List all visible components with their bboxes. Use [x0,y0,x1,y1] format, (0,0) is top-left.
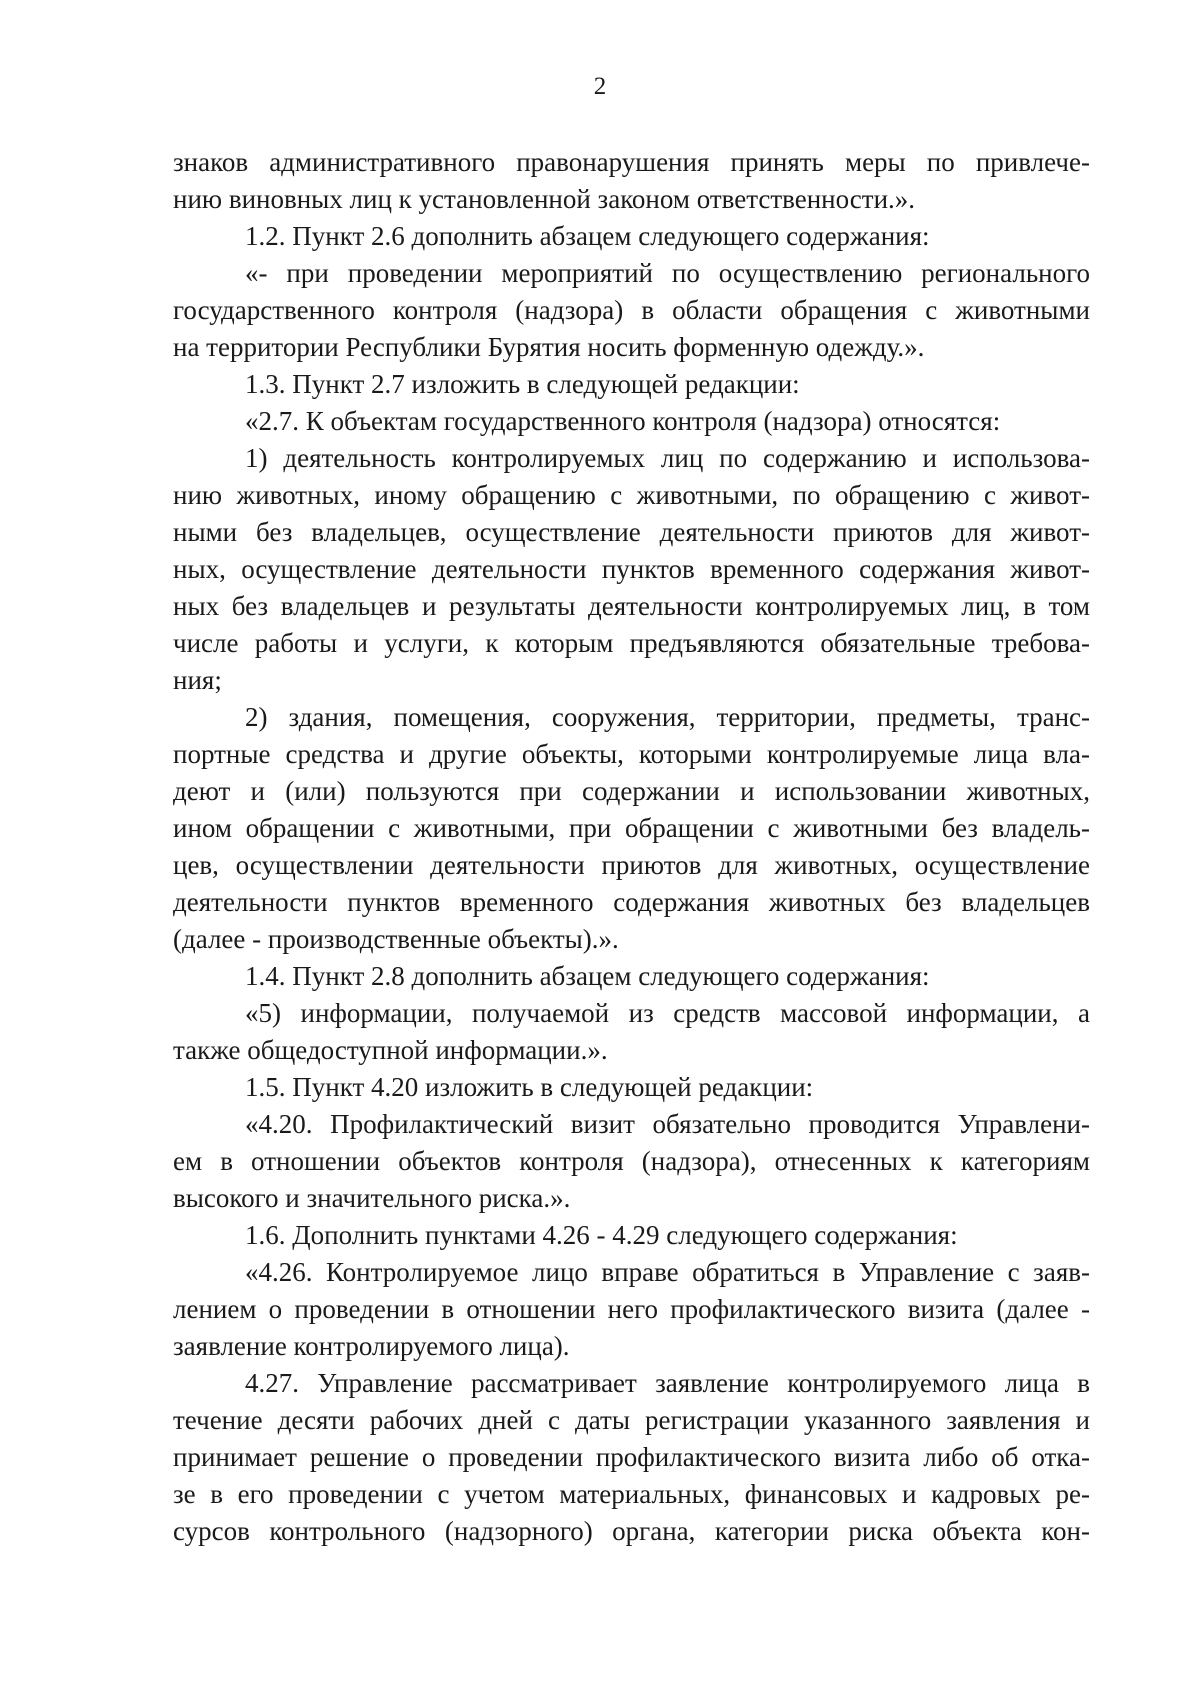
text-line: ином обращении с животными, при обращении с животными без владель- [173,813,1090,843]
paragraph [173,218,1090,255]
page-number: 2 [593,73,607,100]
text-line: ных, осуществление деятельности пунктов временного содержания живот- [173,554,1090,584]
text-line: на территории Республики Бурятия носить форменную одежду.». [173,332,925,362]
text-line: также общедоступной информации.». [173,1035,608,1065]
paragraph [173,1106,1090,1217]
paragraph [173,958,1090,995]
text-line: 4.27. Управление рассматривает заявление контролируемого лица в [245,1368,1090,1398]
text-line: (далее - производственные объекты).». [173,924,619,954]
text-line: ния; [173,665,222,695]
text-line: ными без владельцев, осуществление деятельности приютов для живот- [173,517,1090,547]
text-line: течение десяти рабочих дней с даты регистрации указанного заявления и [173,1405,1090,1435]
text-line: государственного контроля (надзора) в области обращения с животными [173,295,1090,325]
text-line: 1) деятельность контролируемых лиц по содержанию и использова- [245,443,1090,473]
paragraph [173,366,1090,403]
text-line: деют и (или) пользуются при содержании и использовании животных, [173,776,1090,806]
text-line: знаков административного правонарушения принять меры по привлече- [173,147,1090,177]
paragraph [173,440,1090,699]
text-line: ем в отношении объектов контроля (надзора), отнесенных к категориям [173,1146,1090,1176]
text-line: «- при проведении мероприятий по осуществлению регионального [245,258,1090,288]
paragraph [173,699,1090,958]
text-line: сурсов контрольного (надзорного) органа, категории риска объекта кон- [173,1516,1090,1546]
text-line: нию животных, иному обращению с животными, по обращению с живот- [173,480,1090,510]
paragraph [173,1254,1090,1365]
text-line: числе работы и услуги, к которым предъявляются обязательные требова- [173,628,1090,658]
text-line: 1.5. Пункт 4.20 изложить в следующей редакции: [245,1072,814,1102]
text-line: заявление контролируемого лица). [173,1331,570,1361]
paragraph [173,1365,1090,1550]
paragraph [173,995,1090,1069]
text-line: «2.7. К объектам государственного контроля (надзора) относятся: [245,406,1001,436]
text-line: зе в его проведении с учетом материальных, финансовых и кадровых ре- [173,1479,1090,1509]
text-line: «5) информации, получаемой из средств массовой информации, а [245,998,1090,1028]
text-line: «4.26. Контролируемое лицо вправе обратиться в Управление с заяв- [245,1257,1090,1287]
paragraph [173,255,1090,366]
document-body [173,144,1090,1550]
text-line: цев, осуществлении деятельности приютов для животных, осуществление [173,850,1090,880]
text-line: 1.4. Пункт 2.8 дополнить абзацем следующего содержания: [245,961,930,991]
paragraph [173,403,1090,440]
text-line: портные средства и другие объекты, которыми контролируемые лица вла- [173,739,1090,769]
text-line: 2) здания, помещения, сооружения, территории, предметы, транс- [245,702,1090,732]
paragraph [173,1069,1090,1106]
text-line: высокого и значительного риска.». [173,1183,571,1213]
text-line: принимает решение о проведении профилактического визита либо об отка- [173,1442,1090,1472]
text-line: ных без владельцев и результаты деятельности контролируемых лиц, в том [173,591,1090,621]
paragraph [173,144,1090,218]
text-line: лением о проведении в отношении него профилактического визита (далее - [173,1294,1090,1324]
paragraph [173,1217,1090,1254]
text-line: 1.2. Пункт 2.6 дополнить абзацем следующего содержания: [245,221,930,251]
text-line: 1.6. Дополнить пунктами 4.26 - 4.29 следующего содержания: [245,1220,958,1250]
text-line: «4.20. Профилактический визит обязательно проводится Управлени- [245,1109,1090,1139]
text-line: 1.3. Пункт 2.7 изложить в следующей редакции: [245,369,800,399]
text-line: деятельности пунктов временного содержания животных без владельцев [173,887,1090,917]
text-line: нию виновных лиц к установленной законом ответственности.». [173,184,916,214]
